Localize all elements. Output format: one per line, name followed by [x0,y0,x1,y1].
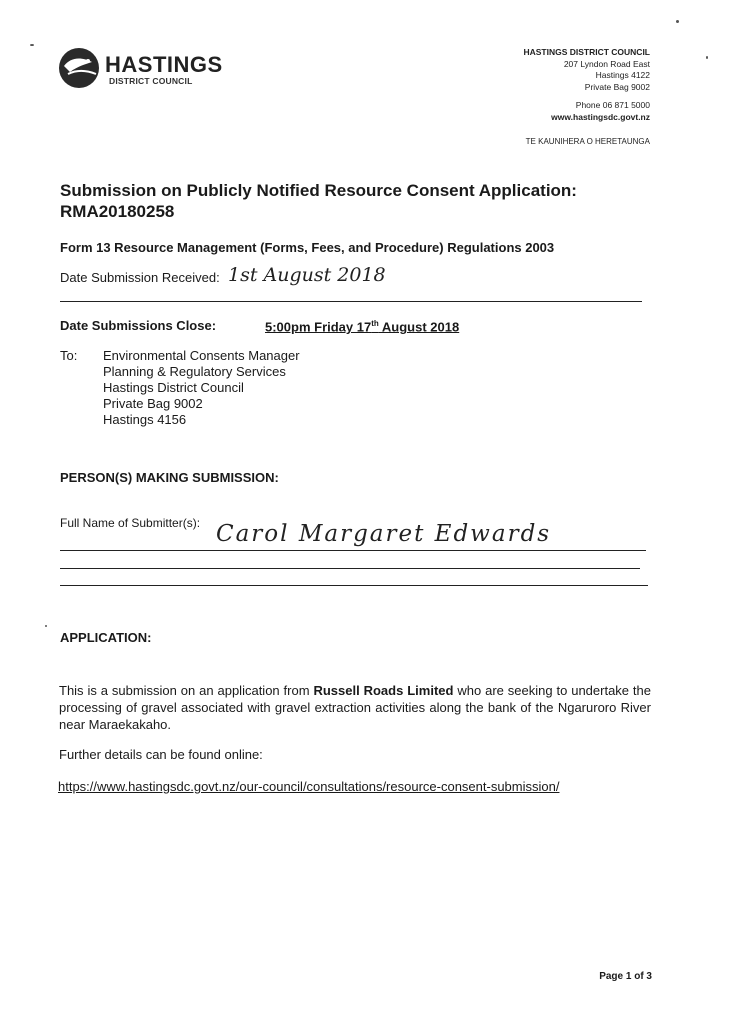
page-number: Page 1 of 3 [599,971,652,982]
council-address [523,47,650,123]
submitter-line-1 [60,550,646,551]
application-heading: APPLICATION: [60,630,152,645]
further-details-text: Further details can be found online: [59,747,263,762]
close-date-label: Date Submissions Close: [60,318,217,333]
recipient-address [103,348,300,428]
scan-speck [45,625,47,627]
applicant-company: Russell Roads Limited [313,683,454,698]
logo-subtitle: DISTRICT COUNCIL [109,76,193,86]
scan-speck [676,20,679,23]
logo-name: HASTINGS [105,52,223,77]
date-received-label: Date Submission Received: [60,270,220,285]
maori-council-name: TE KAUNIHERA O HERETAUNGA [525,137,650,146]
address-phone: Phone 06 871 5000 [575,100,650,110]
recipient-line: Hastings 4156 [103,412,187,427]
recipient-line: Planning & Regulatory Services [103,364,286,379]
address-street: 207 Lyndon Road East [563,58,650,69]
page-title [60,180,660,222]
submitter-line-2 [60,568,640,569]
submitter-label: Full Name of Submitter(s): [60,516,201,530]
to-label: To: [60,348,78,363]
form-reference: Form 13 Resource Management (Forms, Fees, and Procedure) Regulations 2003 [60,240,555,255]
close-date-suffix-sup: th [371,319,379,328]
scan-speck [706,56,708,59]
date-divider [60,301,642,302]
submission-link[interactable]: https://www.hastingsdc.govt.nz/our-council/consultations/resource-consent-submission/ [58,779,560,794]
close-date-value: 5:00pm Friday 17th August 2018 [265,319,460,335]
address-bag: Private Bag 9002 [584,81,650,92]
title-line-1: Submission on Publicly Notified Resource Consent Application: [60,181,577,200]
address-city: Hastings 4122 [595,70,650,80]
date-received-handwritten: 1st August 2018 [228,264,386,286]
persons-heading: PERSON(S) MAKING SUBMISSION: [60,470,279,485]
address-web: www.hastingsdc.govt.nz [551,111,650,122]
submitter-name-handwritten: Carol Margaret Edwards [216,521,552,547]
application-paragraph: This is a submission on an application from Russell Roads Limited who are seeking to undertake the processing of gravel associated with gravel extraction activities along the bank of the Ngaruroro River near Maraekakaho. [59,683,652,732]
recipient-line: Environmental Consents Manager [103,348,300,363]
scan-speck [30,44,34,46]
address-org: HASTINGS DISTRICT COUNCIL [523,47,650,57]
title-line-2: RMA20180258 [60,202,175,221]
council-logo-icon [58,44,100,90]
recipient-line: Hastings District Council [103,380,244,395]
recipient-line: Private Bag 9002 [103,396,203,411]
submitter-line-3 [60,585,648,586]
